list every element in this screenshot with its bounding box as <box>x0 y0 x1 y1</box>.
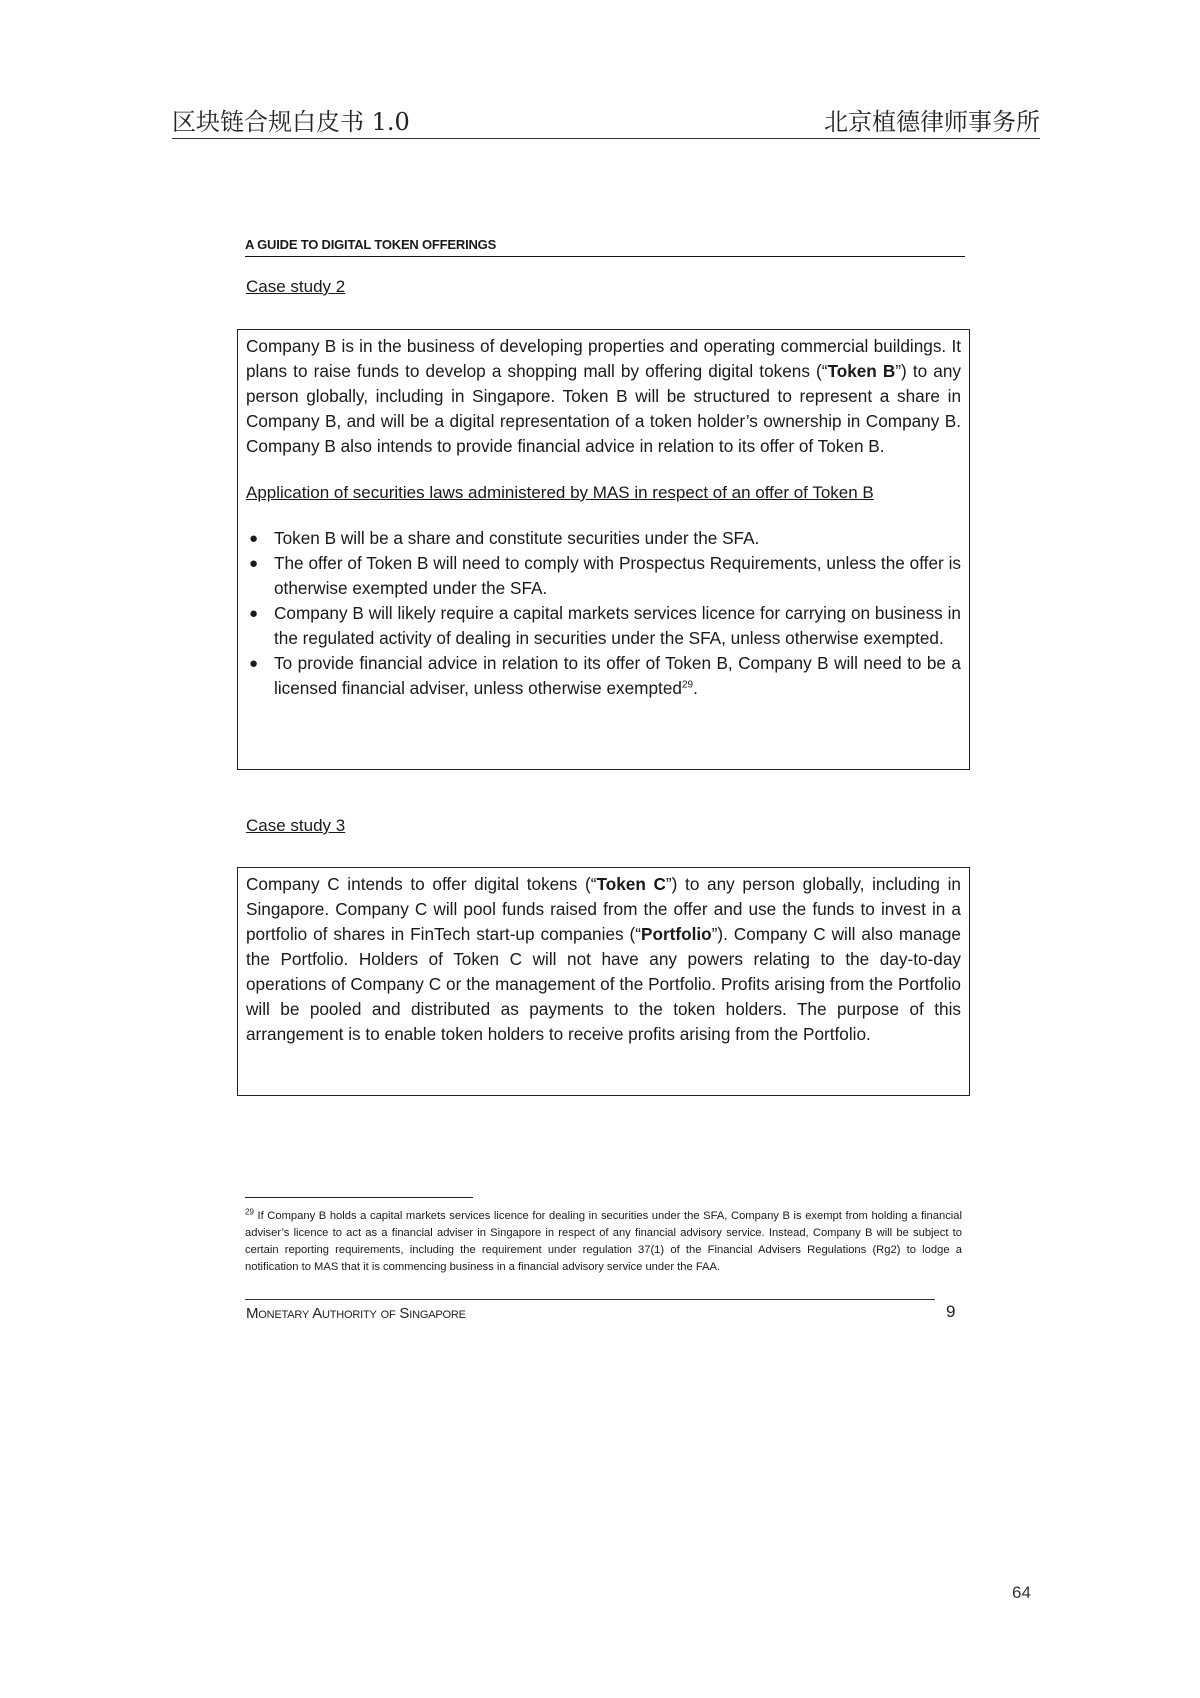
case-study-3-box <box>237 867 970 1096</box>
footnote-text: If Company B holds a capital markets services licence for dealing in securities under the SFA, Company B is exempt from holding a financial adviser’s licence to act as a financial adviser in Singapore in respect of any financial advisory service. Instead, Company B will be subject to certain reporting requirements, including the requirement under regulation 37(1) of the Financial Advisers Regulations (Rg2) to lodge a notification to MAS that it is commencing business in a financial advisory service under the FAA. <box>245 1210 962 1273</box>
doc-page-number: 9 <box>946 1302 956 1321</box>
text-run: ”) to any person globally, including in Singapore. Company C will pool funds raised from the offer and use the funds to invest in a portfolio of shares in FinTech start-up companies (“ <box>246 874 961 944</box>
text-run: ”). Company C will also manage the Portfolio. Holders of Token C will not have any powers relating to the day-to-day operations of Company C or the management of the Portfolio. Profits arising from the Portfolio will be pooled and distributed as payments to the token holders. The purpose of this arrangement is to enable token holders to receive profits arising from the Portfolio. <box>246 924 961 1044</box>
case-study-3-paragraph <box>246 872 961 1047</box>
case-study-2-heading: Case study 2 <box>246 277 346 296</box>
bullet-icon: ● <box>249 530 259 547</box>
bullet-list <box>246 526 961 701</box>
text-run: ”) to any person globally, including in Singapore. Token B will be structured to represent a share in Company B, and will be a digital representation of a token holder’s ownership in Company B. Company B also intends to provide financial advice in relation to its offer of Token B. <box>246 361 961 456</box>
outer-page-number: 64 <box>1012 1583 1031 1602</box>
list-item-text: To provide financial advice in relation to its offer of Token B, Company B will need to be a licensed financial adviser, unless otherwise exempted <box>274 653 961 698</box>
list-item-text: Token B will be a share and constitute securities under the SFA. <box>274 528 760 548</box>
outer-header-firm: 北京植德律师事务所 <box>824 108 1040 136</box>
doc-header <box>245 236 965 257</box>
list-item-text: . <box>693 678 698 698</box>
doc-footer-label: Monetary Authority of Singapore <box>246 1305 466 1322</box>
bullet-icon: ● <box>249 655 259 672</box>
list-item <box>246 601 961 651</box>
outer-header-title: 区块链合规白皮书 1.0 <box>172 108 410 136</box>
list-item <box>246 526 961 551</box>
footnote-ref[interactable]: 29 <box>681 679 694 691</box>
doc-footer-rule <box>245 1299 935 1300</box>
doc-header-title: A GUIDE TO DIGITAL TOKEN OFFERINGS <box>245 237 497 252</box>
text-run: Company C intends to offer digital tokens (“ <box>246 874 597 894</box>
securities-law-subheading: Application of securities laws administered by MAS in respect of an offer of Token B <box>246 483 874 502</box>
footnote <box>245 1208 962 1276</box>
case-study-2-paragraph <box>246 334 961 459</box>
case-study-3-heading: Case study 3 <box>246 816 346 835</box>
defined-term: Portfolio <box>640 924 712 944</box>
footnote-number: 29 <box>245 1207 254 1217</box>
list-item-text: Company B will likely require a capital markets services licence for carrying on business in the regulated activity of dealing in securities under the SFA, unless otherwise exempted. <box>274 603 961 648</box>
bullet-icon: ● <box>249 605 259 622</box>
outer-header <box>172 102 1040 139</box>
list-item <box>246 551 961 601</box>
text-run: Company B is in the business of developing properties and operating commercial buildings. It plans to raise funds to develop a shopping mall by offering digital tokens (“ <box>246 336 961 381</box>
bullet-icon: ● <box>249 555 259 572</box>
list-item <box>246 651 961 701</box>
case-study-2-box <box>237 329 970 770</box>
list-item-text: The offer of Token B will need to comply with Prospectus Requirements, unless the offer is otherwise exempted under the SFA. <box>274 553 961 598</box>
defined-term: Token B <box>827 361 896 381</box>
footnote-separator <box>245 1197 473 1198</box>
defined-term: Token C <box>596 874 666 894</box>
